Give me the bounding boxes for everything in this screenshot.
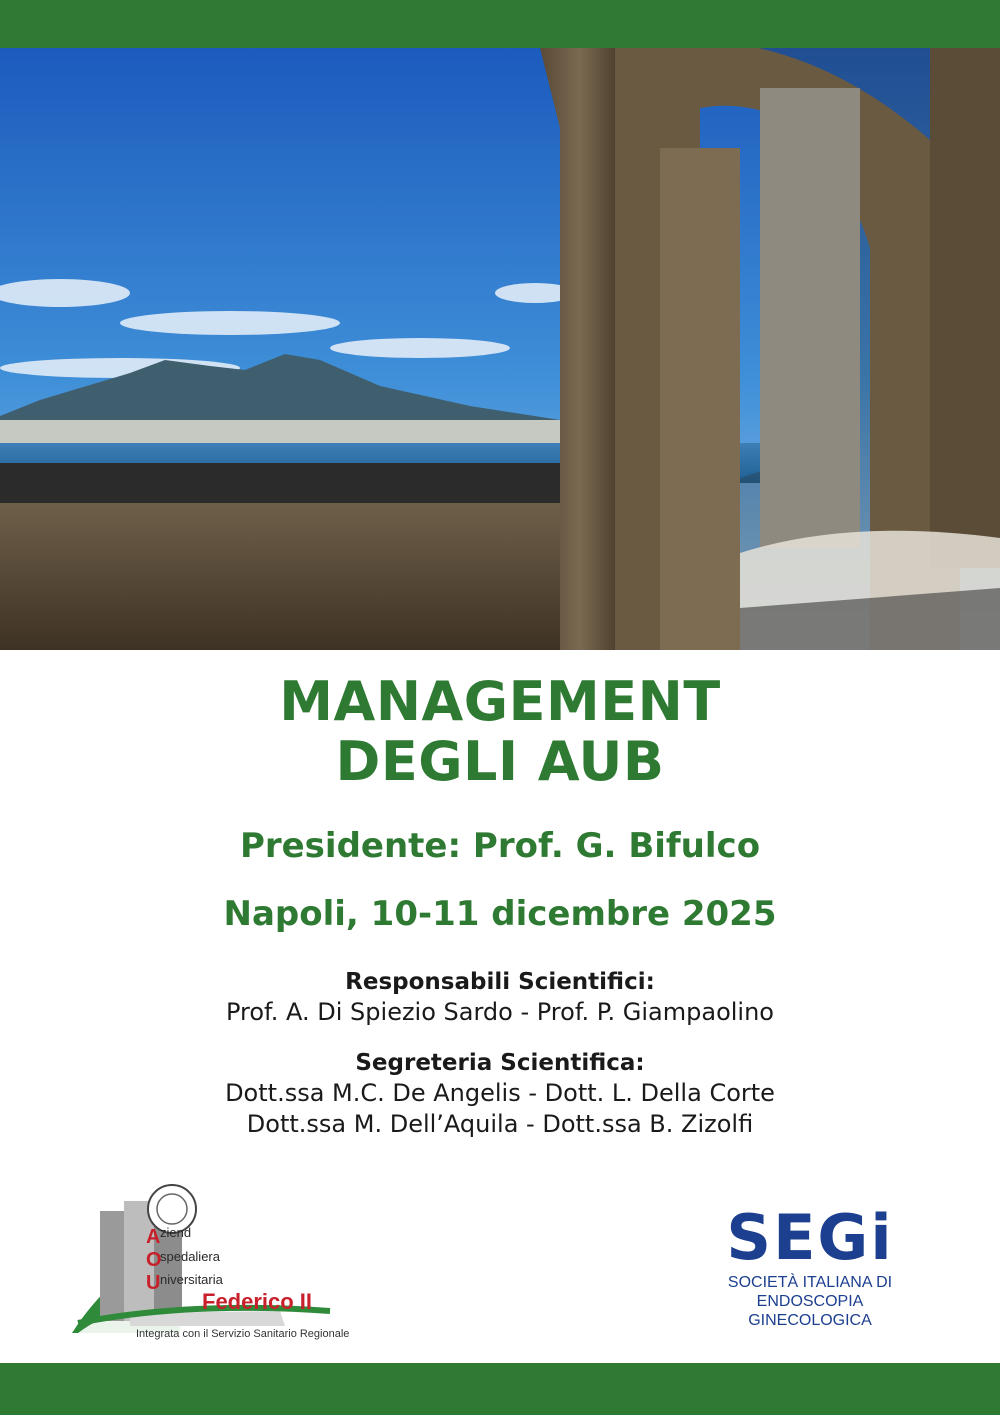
segi-tagline-2: ENDOSCOPIA GINECOLOGICA (748, 1293, 872, 1329)
segreteria-line-1: Dott.ssa M.C. De Angelis - Dott. L. Della Corte (225, 1079, 775, 1107)
aou-name: Federico II (202, 1289, 313, 1314)
segreteria-label: Segreteria Scientifica: (355, 1050, 645, 1076)
naples-vesuvius-illustration (0, 48, 1000, 650)
event-venue-date: Napoli, 10-11 dicembre 2025 (223, 894, 777, 934)
event-title-line1: MANAGEMENT (279, 670, 721, 733)
segi-tagline-1: SOCIETÀ ITALIANA DI (727, 1274, 893, 1291)
segreteria-block (0, 1048, 1000, 1140)
aou-federico-ii-logo (70, 1183, 360, 1343)
responsabili-block (0, 967, 1000, 1028)
event-title-line2: DEGLI AUB (335, 730, 665, 793)
bottom-green-band (0, 1363, 1000, 1415)
svg-text:U: U (146, 1272, 161, 1294)
segi-wordmark: SEGi (726, 1201, 894, 1274)
hero-photo (0, 48, 1000, 650)
svg-text:O: O (146, 1249, 162, 1271)
svg-text:A: A (146, 1226, 161, 1248)
aou-line-azienda: ziend (160, 1225, 192, 1240)
segi-logo (700, 1203, 920, 1333)
top-green-band (0, 0, 1000, 48)
event-title (0, 672, 1000, 792)
event-president: Presidente: Prof. G. Bifulco (239, 826, 761, 866)
aou-line-universitaria: niversitaria (160, 1272, 223, 1287)
responsabili-names: Prof. A. Di Spiezio Sardo - Prof. P. Giampaolino (225, 998, 774, 1026)
responsabili-label: Responsabili Scientifici: (345, 969, 655, 995)
segreteria-line-2: Dott.ssa M. Dell’Aquila - Dott.ssa B. Zizolfi (246, 1110, 754, 1138)
aou-footer-text: Integrata con il Servizio Sanitario Regionale (136, 1328, 350, 1340)
aou-line-ospedaliera: spedaliera (160, 1249, 220, 1264)
